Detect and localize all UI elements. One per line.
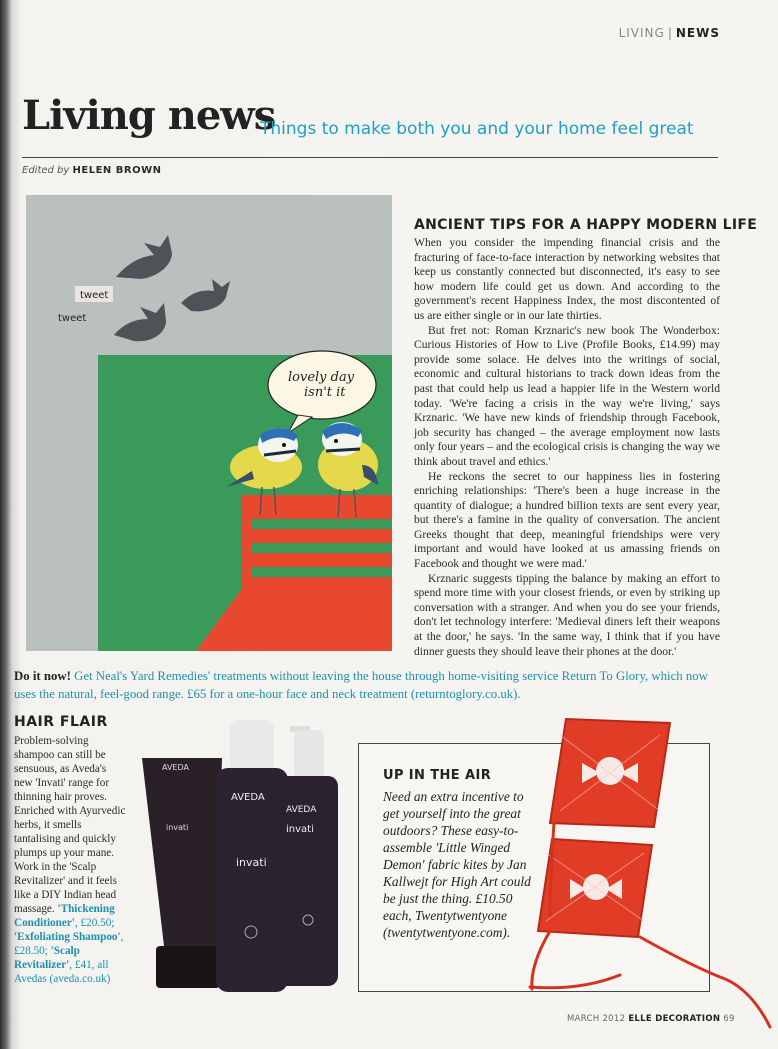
kite-top <box>550 719 670 827</box>
article-paragraph: But fret not: Roman Krznaric's new book The Wonderbox: Curious Histories of How to Live (Profile Books, £14.99) may provide some solace. He delves into the writings of social, economic and cultural historians to track down ideas from the past that could help us lead a happier life in the Western world today. 'We're facing a crisis in the way we're living,' says Krznaric. 'We have new kinds of friendship through Facebook, job security has changed – the average employment now lasts only four years – and the ecological crisis is changing the way we think about travel and ethics.' <box>414 323 720 468</box>
hair-flair-heading: HAIR FLAIR <box>14 714 108 730</box>
bottle-line: invati <box>236 856 267 869</box>
bottle-line: invati <box>286 824 314 835</box>
demon-kites <box>520 715 778 1035</box>
hair-flair-body <box>14 734 126 986</box>
article-heading: ANCIENT TIPS FOR A HAPPY MODERN LIFE <box>414 217 758 233</box>
kite-bottom <box>538 839 652 937</box>
editor-name: HELEN BROWN <box>72 165 162 176</box>
do-it-now-strip <box>14 667 714 703</box>
aveda-products <box>136 720 346 995</box>
product-price: , £20.50; <box>74 917 115 929</box>
article-body <box>414 236 720 659</box>
section-tag <box>619 26 720 40</box>
bottle-line: invati <box>166 823 189 832</box>
product-name: 'Scalp Revitalizer' <box>14 945 80 971</box>
hair-flair-text: Problem-solving shampoo can still be sensuous, as Aveda's new 'Invati' range for thinning hair proves. Enriched with Ayurvedic herbs, it smells tantalising and quickly plumps up your mane. Work in the 'Scalp Revitalizer' and it feels like a DIY Indian head massage. <box>14 735 126 915</box>
product-credit: all Avedas (aveda.co.uk) <box>14 959 111 985</box>
footer-date: MARCH 2012 <box>567 1014 626 1024</box>
product-price: , £41, <box>69 959 95 971</box>
editor-prefix: Edited by <box>22 165 70 176</box>
footer-page-number: 69 <box>723 1014 735 1024</box>
editor-credit <box>22 165 161 176</box>
bird-illustration <box>26 195 392 651</box>
bird-illustration-art <box>26 195 392 651</box>
up-in-the-air-heading: UP IN THE AIR <box>383 768 492 783</box>
footer-magazine: ELLE DECORATION <box>628 1014 721 1024</box>
article-paragraph: Krznaric suggests tipping the balance by making an effort to spend more time with your closest friends, or even by striking up conversation with a stranger. And when you do see your friends, don't let technology interfere: 'Medieval diners left their weapons at the door,' he says. 'In the same way, I think that if you have dinner guests they should leave their phones at the door.' <box>414 571 720 658</box>
bottle-brand: AVEDA <box>286 805 317 815</box>
page-footer <box>567 1014 735 1024</box>
revitalizer-spray <box>278 726 338 986</box>
bottle-brand: AVEDA <box>162 763 189 772</box>
product-price: , £28.50; <box>14 931 124 957</box>
page-subtitle: Things to make both you and your home feel great <box>260 119 694 139</box>
article-paragraph: When you consider the impending financial crisis and the fracturing of face-to-face interaction by networking websites that keep us constantly connected but disconnected, it's easy to see how modern life could get us down. And according to the government's recent Happiness Index, the most discontented of us are either single or in our late thirties. <box>414 236 720 322</box>
conditioner-tube <box>142 758 222 988</box>
article-paragraph: He reckons the secret to our happiness lies in fostering enriching relationships: 'There's been a huge increase in the quantity of dialogue; a hundred billion texts are sent every year, but there's a famine in the quality of conversation. The ancient Greeks thought that deep, meaningful friendships were very important and would have looked at us amassing friends on Facebook and thought we were mad.' <box>414 469 720 571</box>
do-it-now-lead: Do it now! <box>14 669 71 683</box>
page-title: Living news <box>22 92 276 139</box>
up-in-the-air-body: Need an extra incentive to get yourself into the great outdoors? These easy-to-assemble 'Little Winged Demon' fabric kites by Jan Kallwejt for High Art could be just the thing. £10.50 each, Twentytwentyone (twentytwentyone.com). <box>383 789 531 940</box>
bubble-text-1: lovely day <box>288 370 355 385</box>
product-name: 'Exfoliating Shampoo' <box>14 931 121 943</box>
tweet-label-2: tweet <box>58 313 87 324</box>
bubble-text-2: isn't it <box>304 385 346 400</box>
tweet-label-1: tweet <box>80 290 109 301</box>
shampoo-bottle <box>216 720 288 992</box>
section-news: NEWS <box>675 26 720 40</box>
product-name: 'Thickening Conditioner' <box>14 903 115 929</box>
section-separator: | <box>667 26 673 40</box>
do-it-now-text: Get Neal's Yard Remedies' treatments without leaving the house through home-visiting service Return To Glory, which now uses the natural, feel-good range. £65 for a one-hour face and neck treatment (returntoglory.co.uk). <box>14 669 708 701</box>
title-rule <box>22 157 718 158</box>
bottle-brand: AVEDA <box>231 792 265 803</box>
section-living: LIVING <box>618 26 665 40</box>
